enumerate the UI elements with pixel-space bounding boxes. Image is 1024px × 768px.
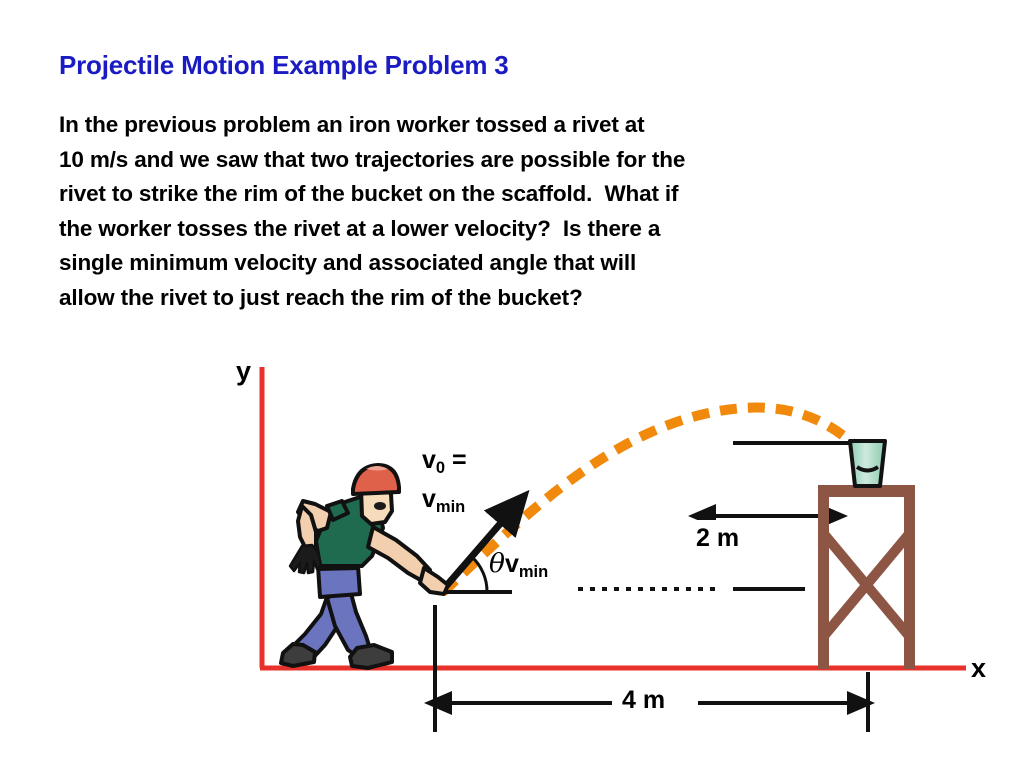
bucket-body: [850, 441, 885, 486]
v0-equals: =: [445, 446, 467, 474]
height-dimension-label: 2 m: [696, 524, 740, 552]
vmin-subscript: min: [435, 498, 466, 517]
y-axis-label: y: [236, 356, 252, 386]
worker-front-hand: [420, 568, 448, 594]
initial-velocity-label-line2: [422, 485, 466, 517]
v0-subscript: 0: [435, 459, 446, 478]
v0-symbol: v: [422, 446, 436, 474]
range-dimension-label: 4 m: [622, 686, 666, 714]
initial-velocity-label-line1: [422, 446, 467, 478]
vmin-symbol: v: [422, 485, 436, 513]
problem-line: the worker tosses the rivet at a lower velocity? Is there a: [59, 215, 661, 241]
worker-back-boot: [281, 644, 315, 666]
problem-line: In the previous problem an iron worker tossed a rivet at: [59, 112, 645, 137]
problem-line: rivet to strike the rim of the bucket on the scaffold. What if: [59, 181, 679, 206]
scaffold-left-post: [818, 497, 829, 669]
theta-subscript: min: [518, 563, 549, 582]
scaffold: [818, 485, 915, 669]
worker-front-boot: [350, 645, 392, 668]
page-title: Projectile Motion Example Problem 3: [59, 50, 509, 80]
problem-line: allow the rivet to just reach the rim of the bucket?: [59, 284, 583, 310]
theta-sub-symbol: v: [504, 550, 519, 578]
worker-back-hand: [290, 545, 321, 573]
problem-line: single minimum velocity and associated angle that will: [59, 250, 637, 275]
theta-icon: θ: [489, 548, 505, 579]
launch-angle-label: [489, 548, 549, 582]
bucket: [849, 441, 886, 486]
worker-eye: [374, 502, 386, 510]
scaffold-right-post: [904, 497, 915, 669]
problem-line: 10 m/s and we saw that two trajectories are possible for the: [59, 146, 686, 172]
x-axis-label: x: [971, 653, 987, 683]
